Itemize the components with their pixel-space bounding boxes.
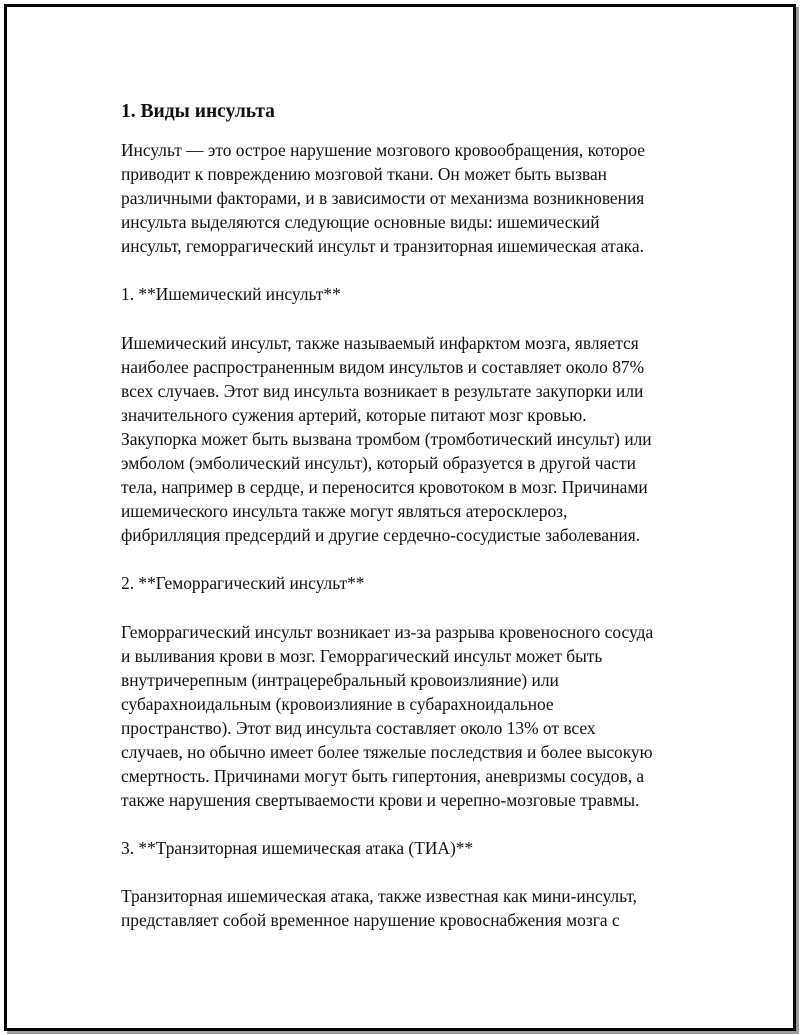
text-line: и выливания крови в мозг. Геморрагический инсульт может быть — [121, 645, 603, 666]
text-line: наиболее распространенным видом инсультов и составляет около 87% — [121, 356, 645, 377]
text-line: Геморрагический инсульт возникает из-за разрыва кровеносного сосуда — [121, 621, 654, 642]
text-line: различными факторами, и в зависимости от механизма возникновения — [121, 188, 645, 209]
text-line: Закупорка может быть вызвана тромбом (тромботический инсульт) или — [121, 428, 652, 449]
text-line: ишемического инсульта также могут являться атеросклероз, — [121, 501, 568, 522]
text-line: приводит к повреждению мозговой ткани. Он может быть вызван — [121, 164, 607, 185]
text-line: тела, например в сердце, и переносится кровотоком в мозг. Причинами — [121, 477, 648, 498]
text-line: Инсульт — это острое нарушение мозгового кровообращения, которое — [121, 140, 646, 160]
text-line: фибрилляция предсердий и другие сердечно-сосудистые заболевания. — [121, 525, 641, 546]
text-line: смертность. Причинами могут быть гипертония, аневризмы сосудов, а — [121, 766, 645, 787]
text-line: внутричерепным (интрацеребральный кровоизлияние) или — [121, 669, 559, 690]
text-line: субарахноидальным (кровоизлияние в субарахноидальное — [121, 693, 554, 714]
page-title: 1. Виды инсульта — [121, 101, 275, 122]
text-line: значительного сужения артерий, которые питают мозг кровью. — [121, 404, 587, 425]
section-paragraph-tia — [121, 884, 721, 932]
text-line: представляет собой временное нарушение кровоснабжения мозга с — [121, 910, 620, 931]
intro-paragraph — [121, 138, 721, 258]
document-page — [4, 4, 796, 1031]
text-line: случаев, но обычно имеет более тяжелые последствия и более высокую — [121, 741, 653, 762]
text-line: также нарушения свертываемости крови и черепно-мозговые травмы. — [121, 790, 640, 811]
text-line: Транзиторная ишемическая атака, также известная как мини-инсульт, — [121, 886, 637, 907]
text-line: всех случаев. Этот вид инсульта возникает в результате закупорки или — [121, 380, 644, 401]
text-line: инсульт, геморрагический инсульт и транзиторная ишемическая атака. — [121, 236, 644, 257]
text-line: инсульта выделяются следующие основные виды: ишемический — [121, 212, 600, 233]
section-paragraph-ischemic — [121, 331, 721, 548]
section-paragraph-hemorrhagic — [121, 620, 721, 813]
text-line: пространство). Этот вид инсульта составляет около 13% от всех — [121, 717, 596, 738]
section-title-ischemic: 1. **Ишемический инсульт** — [121, 284, 341, 305]
document-content — [121, 99, 721, 933]
text-line: эмболом (эмболический инсульт), который образуется в другой части — [121, 453, 636, 474]
section-title-hemorrhagic: 2. **Геморрагический инсульт** — [121, 573, 365, 594]
section-title-tia: 3. **Транзиторная ишемическая атака (ТИА)** — [121, 838, 474, 859]
text-line: Ишемический инсульт, также называемый инфарктом мозга, является — [121, 332, 639, 353]
